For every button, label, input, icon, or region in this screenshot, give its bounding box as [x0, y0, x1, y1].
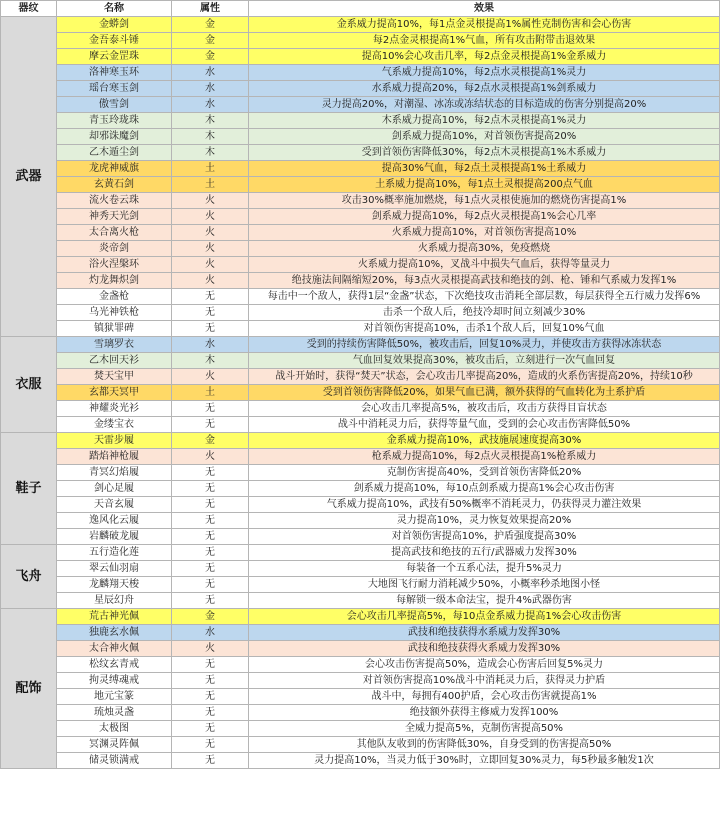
item-effect-cell: 武技和绝技获得火系威力发挥30% — [249, 641, 720, 657]
item-attribute-cell: 无 — [172, 529, 249, 545]
table-row — [1, 65, 720, 81]
item-attribute-cell: 无 — [172, 673, 249, 689]
item-name-cell: 神耀炎光衫 — [57, 401, 172, 417]
item-name-cell: 松纹玄青戒 — [57, 657, 172, 673]
table-row — [1, 465, 720, 481]
item-effect-cell: 剑系威力提高10%，每10点剑系威力提高1%会心攻击伤害 — [249, 481, 720, 497]
item-name-cell: 剑心足履 — [57, 481, 172, 497]
item-effect-cell: 气系威力提高10%，武技有50%概率不消耗灵力，仍获得灵力灌注效果 — [249, 497, 720, 513]
table-row — [1, 497, 720, 513]
item-effect-cell: 其他队友收到的伤害降低30%，自身受到的伤害提高50% — [249, 737, 720, 753]
item-name-cell: 太合离火枪 — [57, 225, 172, 241]
item-name-cell: 摩云金罡珠 — [57, 49, 172, 65]
header-effect: 效果 — [249, 1, 720, 17]
item-attribute-cell: 无 — [172, 577, 249, 593]
item-attribute-cell: 金 — [172, 609, 249, 625]
item-effect-cell: 受到的持续伤害降低50%，被攻击后，回复10%灵力，并使攻击方获得冰冻状态 — [249, 337, 720, 353]
item-attribute-cell: 无 — [172, 401, 249, 417]
table-row — [1, 593, 720, 609]
table-row — [1, 145, 720, 161]
header-category: 器纹 — [1, 1, 57, 17]
table-body — [1, 17, 720, 769]
item-name-cell: 乙木遁尘剑 — [57, 145, 172, 161]
table-row — [1, 225, 720, 241]
item-name-cell: 炎帝剑 — [57, 241, 172, 257]
item-attribute-cell: 无 — [172, 481, 249, 497]
item-attribute-cell: 火 — [172, 209, 249, 225]
item-effect-cell: 全威力提高5%，克制伤害提高50% — [249, 721, 720, 737]
item-effect-cell: 战斗中消耗灵力后，获得等量气血，受到的会心攻击伤害降低50% — [249, 417, 720, 433]
item-effect-cell: 水系威力提高20%，每2点水灵根提高1%剑系威力 — [249, 81, 720, 97]
item-attribute-cell: 金 — [172, 49, 249, 65]
item-effect-cell: 火系威力提高10%，对首领伤害提高10% — [249, 225, 720, 241]
table-row — [1, 641, 720, 657]
item-name-cell: 储灵锁满戒 — [57, 753, 172, 769]
category-cell: 飞舟 — [1, 545, 57, 609]
table-row — [1, 545, 720, 561]
item-effect-cell: 每2点金灵根提高1%气血，所有攻击附带击退效果 — [249, 33, 720, 49]
category-cell: 衣服 — [1, 337, 57, 433]
item-name-cell: 玄黄石剑 — [57, 177, 172, 193]
table-row — [1, 353, 720, 369]
table-row — [1, 209, 720, 225]
item-effect-cell: 木系威力提高10%，每2点木灵根提高1%灵力 — [249, 113, 720, 129]
item-name-cell: 天音玄履 — [57, 497, 172, 513]
item-effect-cell: 每解锁一级本命法宝，提升4%武器伤害 — [249, 593, 720, 609]
item-effect-cell: 提高武技和绝技的五行/武器威力发挥30% — [249, 545, 720, 561]
item-name-cell: 金盏枪 — [57, 289, 172, 305]
item-effect-cell: 会心攻击伤害提高50%，造成会心伤害后回复5%灵力 — [249, 657, 720, 673]
item-name-cell: 焚天宝甲 — [57, 369, 172, 385]
item-attribute-cell: 无 — [172, 593, 249, 609]
item-name-cell: 青冥幻焰履 — [57, 465, 172, 481]
item-effect-cell: 击杀一个敌人后，绝技冷却时间立刻减少30% — [249, 305, 720, 321]
item-name-cell: 星辰幻舟 — [57, 593, 172, 609]
item-effect-cell: 火系威力提高30%，免疫燃烧 — [249, 241, 720, 257]
table-row — [1, 481, 720, 497]
item-attribute-cell: 金 — [172, 17, 249, 33]
item-effect-cell: 灵力提高10%，灵力恢复效果提高20% — [249, 513, 720, 529]
item-name-cell: 龙麟翔天梭 — [57, 577, 172, 593]
item-effect-cell: 对首领伤害提高10%，护盾强度提高30% — [249, 529, 720, 545]
item-effect-cell: 提高10%会心攻击几率，每2点金灵根提高1%金系威力 — [249, 49, 720, 65]
item-name-cell: 灼龙舞炽剑 — [57, 273, 172, 289]
table-row — [1, 737, 720, 753]
item-name-cell: 瑶台寒玉剑 — [57, 81, 172, 97]
item-attribute-cell: 无 — [172, 321, 249, 337]
item-attribute-cell: 水 — [172, 65, 249, 81]
item-effect-cell: 武技和绝技获得水系威力发挥30% — [249, 625, 720, 641]
item-effect-cell: 绝技额外获得主修威力发挥100% — [249, 705, 720, 721]
item-name-cell: 逸风化云履 — [57, 513, 172, 529]
table-row — [1, 625, 720, 641]
item-name-cell: 踏焰神枪履 — [57, 449, 172, 465]
item-name-cell: 乌光神铁枪 — [57, 305, 172, 321]
item-effect-cell: 枪系威力提高10%，每2点火灵根提高1%枪系威力 — [249, 449, 720, 465]
item-name-cell: 翠云仙羽扇 — [57, 561, 172, 577]
table-row — [1, 673, 720, 689]
item-attribute-cell: 火 — [172, 449, 249, 465]
table-row — [1, 529, 720, 545]
item-attribute-cell: 火 — [172, 257, 249, 273]
item-name-cell: 岩麟破龙履 — [57, 529, 172, 545]
item-name-cell: 傲雪剑 — [57, 97, 172, 113]
item-effect-cell: 受到首领伤害降低20%，如果气血已满，额外获得的气血转化为土系护盾 — [249, 385, 720, 401]
item-attribute-cell: 水 — [172, 337, 249, 353]
table-row — [1, 561, 720, 577]
item-effect-cell: 克制伤害提高40%，受到首领伤害降低20% — [249, 465, 720, 481]
item-attribute-cell: 水 — [172, 625, 249, 641]
item-name-cell: 琉烛灵盏 — [57, 705, 172, 721]
item-name-cell: 金蟒剑 — [57, 17, 172, 33]
table-row — [1, 337, 720, 353]
table-row — [1, 449, 720, 465]
item-effect-cell: 每装备一个五系心法，提升5%灵力 — [249, 561, 720, 577]
item-name-cell: 太极图 — [57, 721, 172, 737]
item-name-cell: 却邪诛魔剑 — [57, 129, 172, 145]
item-effect-cell: 会心攻击几率提高5%，每10点金系威力提高1%会心攻击伤害 — [249, 609, 720, 625]
item-attribute-cell: 土 — [172, 161, 249, 177]
item-name-cell: 青玉玲珑珠 — [57, 113, 172, 129]
table-row — [1, 97, 720, 113]
item-effect-cell: 火系威力提高10%，叉战斗中损失气血后，获得等量灵力 — [249, 257, 720, 273]
table-row — [1, 513, 720, 529]
item-name-cell: 金缕宝衣 — [57, 417, 172, 433]
item-attribute-cell: 无 — [172, 305, 249, 321]
table-row — [1, 721, 720, 737]
item-effect-cell: 大地图飞行耐力消耗减少50%，小概率秒杀地图小怪 — [249, 577, 720, 593]
item-effect-cell: 提高30%气血，每2点土灵根提高1%土系威力 — [249, 161, 720, 177]
table-row — [1, 289, 720, 305]
item-attribute-cell: 无 — [172, 513, 249, 529]
item-attribute-cell: 无 — [172, 417, 249, 433]
item-attribute-cell: 土 — [172, 177, 249, 193]
table-row — [1, 609, 720, 625]
item-attribute-cell: 金 — [172, 433, 249, 449]
item-name-cell: 拘灵缚魂戒 — [57, 673, 172, 689]
table-row — [1, 193, 720, 209]
item-effect-cell: 攻击30%概率施加燃烧，每1点火灵根使施加的燃烧伤害提高1% — [249, 193, 720, 209]
item-attribute-cell: 无 — [172, 689, 249, 705]
table-row — [1, 113, 720, 129]
item-name-cell: 玄都天冥甲 — [57, 385, 172, 401]
table-row — [1, 305, 720, 321]
item-name-cell: 五行造化莲 — [57, 545, 172, 561]
item-attribute-cell: 无 — [172, 561, 249, 577]
table-row — [1, 433, 720, 449]
header-attribute: 属性 — [172, 1, 249, 17]
item-attribute-cell: 火 — [172, 641, 249, 657]
item-name-cell: 浴火涅槃环 — [57, 257, 172, 273]
item-name-cell: 天雷步履 — [57, 433, 172, 449]
item-attribute-cell: 火 — [172, 241, 249, 257]
table-row — [1, 161, 720, 177]
item-attribute-cell: 土 — [172, 385, 249, 401]
category-cell: 鞋子 — [1, 433, 57, 545]
item-name-cell: 荒古神光佩 — [57, 609, 172, 625]
item-name-cell: 地元宝篆 — [57, 689, 172, 705]
item-name-cell: 神秀天光剑 — [57, 209, 172, 225]
item-name-cell: 流火卷云珠 — [57, 193, 172, 209]
item-name-cell: 乙木回天衫 — [57, 353, 172, 369]
table-row — [1, 657, 720, 673]
header-name: 名称 — [57, 1, 172, 17]
item-attribute-cell: 金 — [172, 33, 249, 49]
item-name-cell: 太合神火佩 — [57, 641, 172, 657]
table-row — [1, 49, 720, 65]
item-name-cell: 镇狱罪碑 — [57, 321, 172, 337]
item-effect-cell: 会心攻击几率提高5%，被攻击后，攻击方获得目盲状态 — [249, 401, 720, 417]
item-effect-cell: 灵力提高10%，当灵力低于30%时，立即回复30%灵力，每5秒最多触发1次 — [249, 753, 720, 769]
category-cell: 武器 — [1, 17, 57, 337]
item-effect-cell: 受到首领伤害降低30%，每2点木灵根提高1%木系威力 — [249, 145, 720, 161]
item-name-cell: 冥渊灵阵佩 — [57, 737, 172, 753]
item-attribute-cell: 火 — [172, 273, 249, 289]
item-effect-cell: 剑系威力提高10%，每2点火灵根提高1%会心几率 — [249, 209, 720, 225]
item-effect-cell: 战斗开始时，获得“焚天”状态，会心攻击几率提高20%，造成的火系伤害提高20%，持续10秒 — [249, 369, 720, 385]
item-attribute-cell: 无 — [172, 465, 249, 481]
item-effect-cell: 战斗中，每拥有400护盾，会心攻击伤害就提高1% — [249, 689, 720, 705]
item-effect-cell: 对首领伤害提高10%战斗中消耗灵力后，获得灵力护盾 — [249, 673, 720, 689]
item-name-cell: 洛神寒玉环 — [57, 65, 172, 81]
table-row — [1, 401, 720, 417]
item-attribute-cell: 水 — [172, 81, 249, 97]
table-row — [1, 129, 720, 145]
item-attribute-cell: 无 — [172, 497, 249, 513]
item-attribute-cell: 木 — [172, 113, 249, 129]
table-row — [1, 241, 720, 257]
table-row — [1, 257, 720, 273]
table-row — [1, 33, 720, 49]
item-effect-cell: 气系威力提高10%，每2点水灵根提高1%灵力 — [249, 65, 720, 81]
item-attribute-cell: 火 — [172, 369, 249, 385]
item-attribute-cell: 无 — [172, 545, 249, 561]
table-row — [1, 177, 720, 193]
item-attribute-cell: 无 — [172, 753, 249, 769]
item-effect-cell: 对首领伤害提高10%，击杀1个敌人后，回复10%气血 — [249, 321, 720, 337]
item-effect-cell: 灵力提高20%，对潮湿、冰冻或冻结状态的目标造成的伤害分别提高20% — [249, 97, 720, 113]
item-effect-cell: 金系威力提高10%，武技施展速度提高30% — [249, 433, 720, 449]
item-effect-cell: 金系威力提高10%，每1点金灵根提高1%属性克制伤害和会心伤害 — [249, 17, 720, 33]
item-name-cell: 雪璃罗衣 — [57, 337, 172, 353]
item-attribute-cell: 无 — [172, 657, 249, 673]
table-row — [1, 417, 720, 433]
table-row — [1, 17, 720, 33]
item-effect-cell: 绝技施法间隔缩短20%，每3点火灵根提高武技和绝技的剑、枪、锤和气系威力发挥1% — [249, 273, 720, 289]
item-attribute-cell: 无 — [172, 289, 249, 305]
item-attribute-cell: 无 — [172, 737, 249, 753]
category-cell: 配饰 — [1, 609, 57, 769]
item-name-cell: 独鹿玄水佩 — [57, 625, 172, 641]
table-row — [1, 577, 720, 593]
table-row — [1, 705, 720, 721]
item-attribute-cell: 木 — [172, 129, 249, 145]
item-name-cell: 龙虎神威旗 — [57, 161, 172, 177]
item-effect-cell: 剑系威力提高10%，对首领伤害提高20% — [249, 129, 720, 145]
item-attribute-cell: 火 — [172, 193, 249, 209]
header-row — [1, 1, 720, 17]
table-row — [1, 385, 720, 401]
item-attribute-cell: 木 — [172, 145, 249, 161]
item-name-cell: 金吾泰斗锤 — [57, 33, 172, 49]
table-row — [1, 321, 720, 337]
table-row — [1, 81, 720, 97]
item-attribute-cell: 火 — [172, 225, 249, 241]
table-row — [1, 369, 720, 385]
item-attribute-cell: 木 — [172, 353, 249, 369]
item-effect-cell: 每击中一个敌人，获得1层“金盏”状态，下次绝技攻击消耗全部层数，每层获得全五行威力发挥6% — [249, 289, 720, 305]
item-attribute-cell: 水 — [172, 97, 249, 113]
item-attribute-cell: 无 — [172, 721, 249, 737]
item-effect-cell: 气血回复效果提高30%，被攻击后，立刻进行一次气血回复 — [249, 353, 720, 369]
table-row — [1, 753, 720, 769]
table-row — [1, 273, 720, 289]
item-attribute-cell: 无 — [172, 705, 249, 721]
item-effect-cell: 土系威力提高10%，每1点土灵根提高200点气血 — [249, 177, 720, 193]
table-row — [1, 689, 720, 705]
